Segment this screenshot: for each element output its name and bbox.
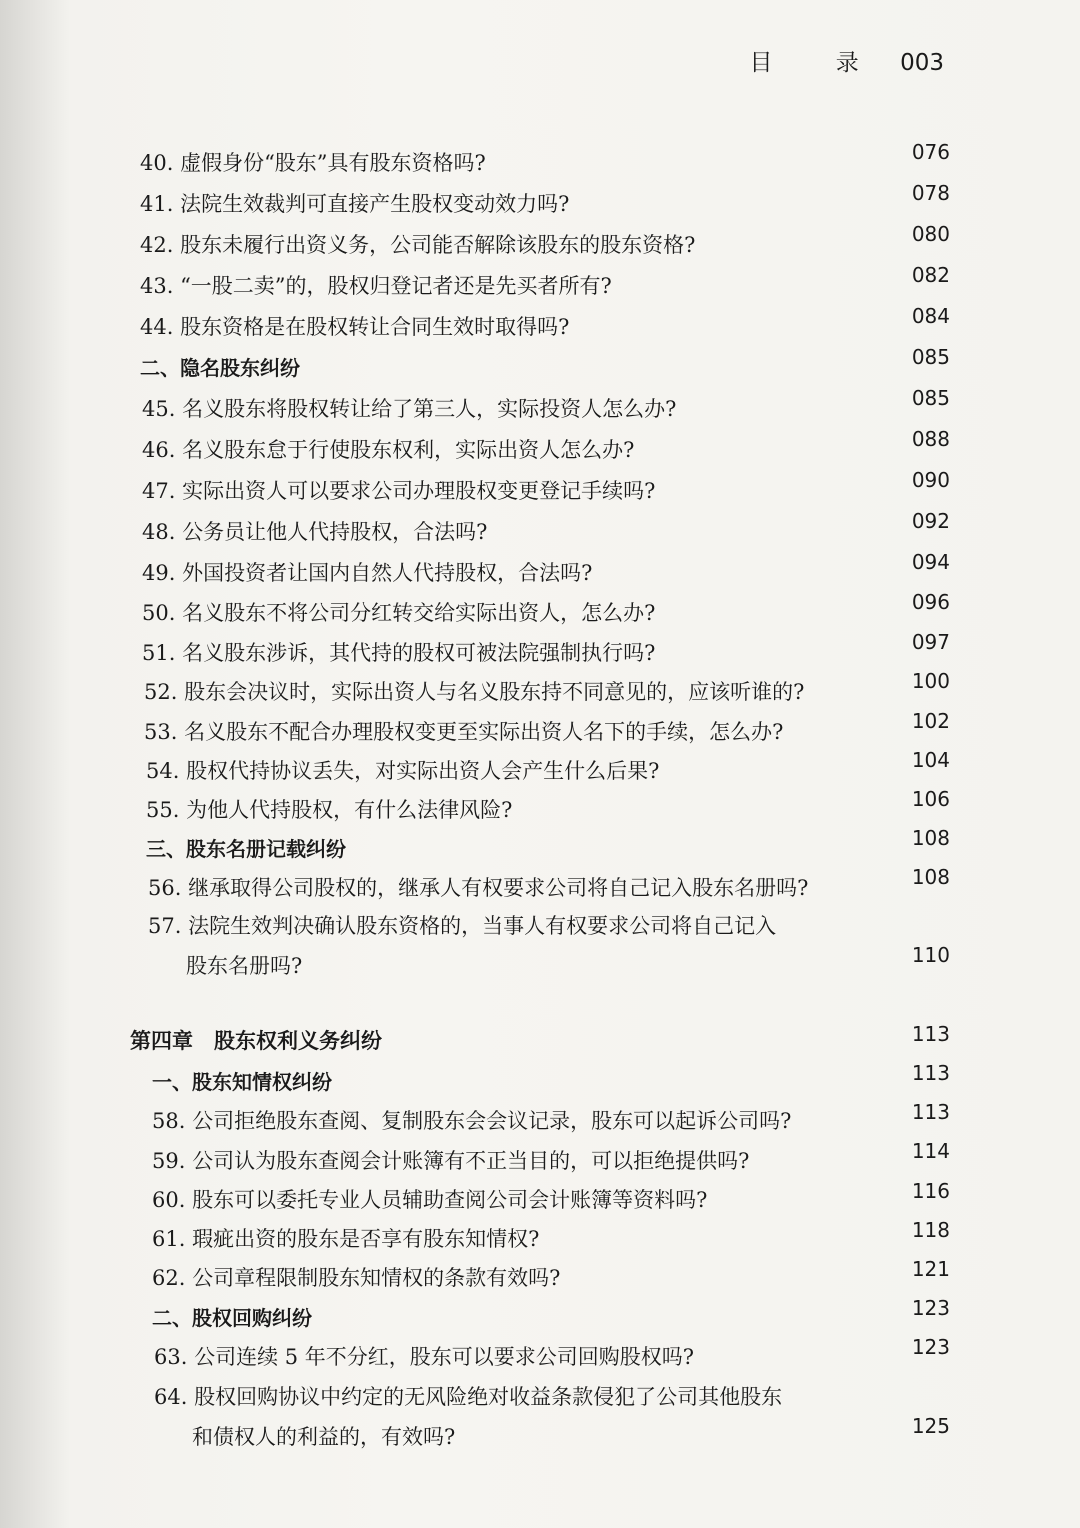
toc-entry: 41. 法院生效裁判可直接产生股权变动效力吗? xyxy=(140,192,570,216)
toc-entry: 42. 股东未履行出资义务，公司能否解除该股东的股东资格? xyxy=(140,233,696,257)
toc-section-heading: 三、股东名册记载纠纷 xyxy=(146,837,346,861)
toc-page-number: 082 xyxy=(911,263,950,287)
toc-entry: 44. 股东资格是在股权转让合同生效时取得吗? xyxy=(140,315,570,339)
toc-entry: 57. 法院生效判决确认股东资格的，当事人有权要求公司将自己记入 xyxy=(148,914,777,938)
toc-page-number: 092 xyxy=(911,509,950,533)
toc-entry: 55. 为他人代持股权，有什么法律风险? xyxy=(146,798,513,822)
toc-page-number: 078 xyxy=(911,181,950,205)
toc-entry: 46. 名义股东怠于行使股东权利，实际出资人怎么办? xyxy=(142,438,635,462)
toc-page-number: 080 xyxy=(911,222,950,246)
toc-page-number: 076 xyxy=(911,140,950,164)
toc-page-number: 085 xyxy=(911,386,950,410)
toc-page-number: 097 xyxy=(911,630,950,654)
toc-entry: 40. 虚假身份“股东”具有股东资格吗? xyxy=(140,151,486,175)
toc-entry: 61. 瑕疵出资的股东是否享有股东知情权? xyxy=(152,1227,540,1251)
toc-entry: 56. 继承取得公司股权的，继承人有权要求公司将自己记入股东名册吗? xyxy=(148,876,809,900)
toc-entry: 51. 名义股东涉诉，其代持的股权可被法院强制执行吗? xyxy=(142,641,656,665)
toc-entry: 59. 公司认为股东查阅会计账簿有不正当目的，可以拒绝提供吗? xyxy=(152,1149,750,1173)
toc-page-number: 094 xyxy=(911,550,950,574)
toc-page-number: 113 xyxy=(911,1061,950,1085)
toc-page-number: 110 xyxy=(911,943,950,967)
toc-page-number: 123 xyxy=(911,1335,950,1359)
toc-page-number: 121 xyxy=(911,1257,950,1281)
header-page-number: 003 xyxy=(900,50,944,76)
toc-page-number: 108 xyxy=(911,826,950,850)
toc-entry: 58. 公司拒绝股东查阅、复制股东会会议记录，股东可以起诉公司吗? xyxy=(152,1109,792,1133)
toc-page-number: 123 xyxy=(911,1296,950,1320)
toc-page-number: 088 xyxy=(911,427,950,451)
toc-entry: 62. 公司章程限制股东知情权的条款有效吗? xyxy=(152,1266,561,1290)
toc-entry: 43. “一股二卖”的，股权归登记者还是先买者所有? xyxy=(140,274,612,298)
toc-entry: 49. 外国投资者让国内自然人代持股权，合法吗? xyxy=(142,561,593,585)
toc-section-heading: 二、隐名股东纠纷 xyxy=(140,356,300,380)
toc-page-number: 125 xyxy=(911,1414,950,1438)
toc-section-heading: 一、股东知情权纠纷 xyxy=(152,1070,332,1094)
toc-page-number: 113 xyxy=(911,1022,950,1046)
toc-page-number: 084 xyxy=(911,304,950,328)
toc-chapter-heading: 第四章 股东权利义务纠纷 xyxy=(130,1029,382,1053)
toc-entry: 53. 名义股东不配合办理股权变更至实际出资人名下的手续，怎么办? xyxy=(144,720,784,744)
header-title: 目 录 xyxy=(749,50,887,76)
toc-page-number: 114 xyxy=(911,1139,950,1163)
toc-page-number: 096 xyxy=(911,590,950,614)
toc-entry: 60. 股东可以委托专业人员辅助查阅公司会计账簿等资料吗? xyxy=(152,1188,708,1212)
running-header xyxy=(749,44,944,77)
toc-page-number: 100 xyxy=(911,669,950,693)
toc-entry: 47. 实际出资人可以要求公司办理股权变更登记手续吗? xyxy=(142,479,656,503)
toc-entry: 52. 股东会决议时，实际出资人与名义股东持不同意见的，应该听谁的? xyxy=(144,680,805,704)
toc-page-number: 104 xyxy=(911,748,950,772)
toc-entry: 45. 名义股东将股权转让给了第三人，实际投资人怎么办? xyxy=(142,397,677,421)
toc-entry: 50. 名义股东不将公司分红转交给实际出资人，怎么办? xyxy=(142,601,656,625)
toc-section-heading: 二、股权回购纠纷 xyxy=(152,1306,312,1330)
toc-entry: 63. 公司连续 5 年不分红，股东可以要求公司回购股权吗? xyxy=(154,1345,695,1369)
toc-page-number: 118 xyxy=(911,1218,950,1242)
toc-page-number: 108 xyxy=(911,865,950,889)
toc-entry-continuation: 和债权人的利益的，有效吗? xyxy=(192,1425,456,1449)
toc-page-number: 102 xyxy=(911,709,950,733)
toc-entry: 48. 公务员让他人代持股权，合法吗? xyxy=(142,520,488,544)
toc-page-number: 113 xyxy=(911,1100,950,1124)
toc-page-number: 085 xyxy=(911,345,950,369)
toc-entry-continuation: 股东名册吗? xyxy=(186,954,303,978)
toc-page-number: 116 xyxy=(911,1179,950,1203)
toc-page-number: 106 xyxy=(911,787,950,811)
toc-page-number: 090 xyxy=(911,468,950,492)
toc-entry: 54. 股权代持协议丢失，对实际出资人会产生什么后果? xyxy=(146,759,660,783)
toc-entry: 64. 股权回购协议中约定的无风险绝对收益条款侵犯了公司其他股东 xyxy=(154,1385,783,1409)
